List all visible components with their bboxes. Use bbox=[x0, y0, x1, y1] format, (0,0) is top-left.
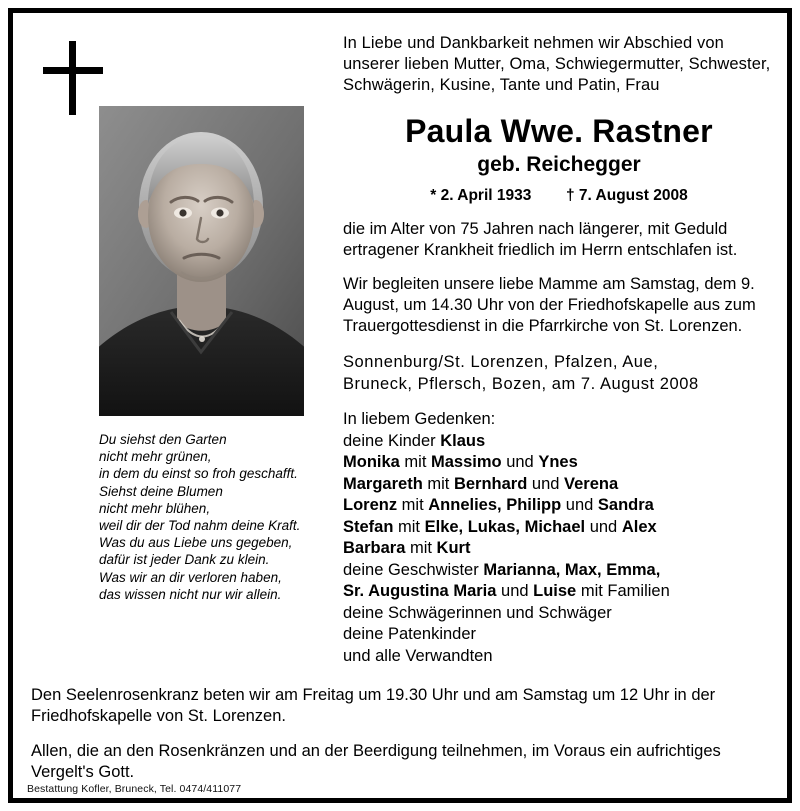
rosary-text: Den Seelenrosenkranz beten wir am Freitag um 19.30 Uhr und am Samstag um 12 Uhr in der Friedhofskapelle von St. Lorenzen. bbox=[31, 686, 716, 725]
mourner-text: mit bbox=[422, 474, 454, 493]
paragraph-funeral: Wir begleiten unsere liebe Mamme am Samstag, dem 9. August, um 14.30 Uhr von der Friedhofskapelle aus zum Trauergottesdienst in die Pfarrkirche von St. Lorenzen. bbox=[343, 275, 756, 335]
mourner-name: Bernhard bbox=[453, 474, 528, 493]
verse-line: Siehst deine Blumen bbox=[99, 483, 223, 499]
mourner-name: Luise bbox=[533, 582, 577, 600]
mourners-heading: In liebem Gedenken: bbox=[343, 410, 496, 428]
verse-line: das wissen nicht nur wir allein. bbox=[99, 586, 282, 602]
mourner-name: Ynes bbox=[538, 453, 578, 471]
verse-line: dafür ist jeder Dank zu klein. bbox=[99, 552, 270, 568]
mourner-name: Alex bbox=[621, 517, 657, 536]
mourner-text: und bbox=[496, 582, 534, 600]
mourner-name: Margareth bbox=[343, 474, 423, 493]
birth-date: * 2. April 1933 bbox=[430, 187, 532, 204]
mourner-name: Verena bbox=[564, 474, 619, 493]
mourner-line bbox=[343, 646, 775, 668]
mourner-line bbox=[343, 474, 775, 496]
places-line-2: Bruneck, Pflersch, Bozen, am 7. August 2008 bbox=[343, 375, 699, 393]
mourner-name: Annelies, Philipp bbox=[428, 496, 562, 514]
mourner-name: Elke, Lukas, Michael bbox=[424, 517, 586, 536]
mourner-line bbox=[343, 452, 775, 474]
paragraph-age: die im Alter von 75 Jahren nach längerer, mit Geduld ertragener Krankheit friedlich im Herrn entschlafen ist. bbox=[343, 220, 738, 259]
mourner-line bbox=[343, 495, 775, 517]
intro-text: In Liebe und Dankbarkeit nehmen wir Abschied von unserer lieben Mutter, Oma, Schwiegermutter, Schwester, Schwägerin, Kusine, Tante und Patin, Frau bbox=[343, 34, 771, 94]
thanks-text: Allen, die an den Rosenkränzen und an der Beerdigung teilnehmen, im Voraus ein aufrichtiges Vergelt's Gott. bbox=[31, 742, 721, 781]
life-dates bbox=[343, 187, 775, 205]
mourner-text: und bbox=[561, 496, 598, 514]
mourner-text: mit Familien bbox=[576, 582, 670, 600]
mourner-text: deine Schwägerinnen und Schwäger bbox=[343, 603, 612, 622]
mourner-name: Kurt bbox=[436, 539, 471, 557]
mourner-text: mit bbox=[397, 496, 429, 514]
verse-line: nicht mehr grünen, bbox=[99, 449, 212, 465]
mourner-text: und bbox=[527, 474, 565, 493]
portrait-photo bbox=[99, 106, 304, 416]
mourner-name: Sr. Augustina Maria bbox=[343, 582, 497, 600]
places-line-1: Sonnenburg/St. Lorenzen, Pfalzen, Aue, bbox=[343, 353, 659, 371]
page-content bbox=[13, 13, 787, 798]
mourner-name: Massimo bbox=[431, 453, 502, 471]
mourner-text: und bbox=[585, 517, 622, 536]
mourner-line bbox=[343, 560, 775, 582]
mourner-name: Marianna, Max, Emma, bbox=[483, 560, 661, 579]
mourner-name: Monika bbox=[343, 453, 400, 471]
mourner-text: mit bbox=[399, 453, 432, 471]
mourner-text: und alle Verwandten bbox=[343, 646, 493, 665]
verse-line: Was du aus Liebe uns gegeben, bbox=[99, 535, 293, 551]
mourner-name: Stefan bbox=[343, 517, 394, 536]
mourners-block bbox=[343, 409, 775, 667]
mourner-text: deine Patenkinder bbox=[343, 625, 477, 643]
mourner-text: deine Kinder bbox=[343, 431, 441, 450]
mourner-text: mit bbox=[405, 539, 437, 557]
bottom-block bbox=[31, 685, 771, 783]
mourner-line bbox=[343, 431, 775, 453]
mourner-line bbox=[343, 538, 775, 560]
deceased-name: Paula Wwe. Rastner bbox=[405, 113, 713, 149]
right-column bbox=[343, 33, 775, 667]
maiden-name: geb. Reichegger bbox=[477, 153, 641, 176]
mourner-line bbox=[343, 581, 775, 603]
mourner-line bbox=[343, 603, 775, 625]
mourner-name: Barbara bbox=[343, 539, 406, 557]
mourners-list bbox=[343, 431, 775, 668]
verse-line: in dem du einst so froh geschafft. bbox=[99, 466, 298, 482]
mourner-name: Sandra bbox=[597, 496, 654, 514]
funeral-home-imprint: Bestattung Kofler, Bruneck, Tel. 0474/411077 bbox=[27, 783, 242, 795]
memorial-verse bbox=[99, 431, 339, 603]
mourner-text: und bbox=[501, 453, 539, 471]
mourner-line bbox=[343, 517, 775, 539]
verse-line: weil dir der Tod nahm deine Kraft. bbox=[99, 518, 301, 534]
mourner-name: Lorenz bbox=[343, 496, 398, 514]
places-and-date bbox=[343, 351, 775, 395]
mourner-text: deine Geschwister bbox=[343, 560, 484, 579]
death-date: † 7. August 2008 bbox=[565, 187, 688, 204]
mourner-text: mit bbox=[393, 517, 425, 536]
cross-icon bbox=[43, 41, 103, 115]
verse-line: Was wir an dir verloren haben, bbox=[99, 569, 282, 585]
mourner-line bbox=[343, 624, 775, 646]
verse-line: nicht mehr blühen, bbox=[99, 500, 211, 516]
verse-line: Du siehst den Garten bbox=[99, 432, 227, 447]
mourner-name: Klaus bbox=[440, 431, 486, 450]
